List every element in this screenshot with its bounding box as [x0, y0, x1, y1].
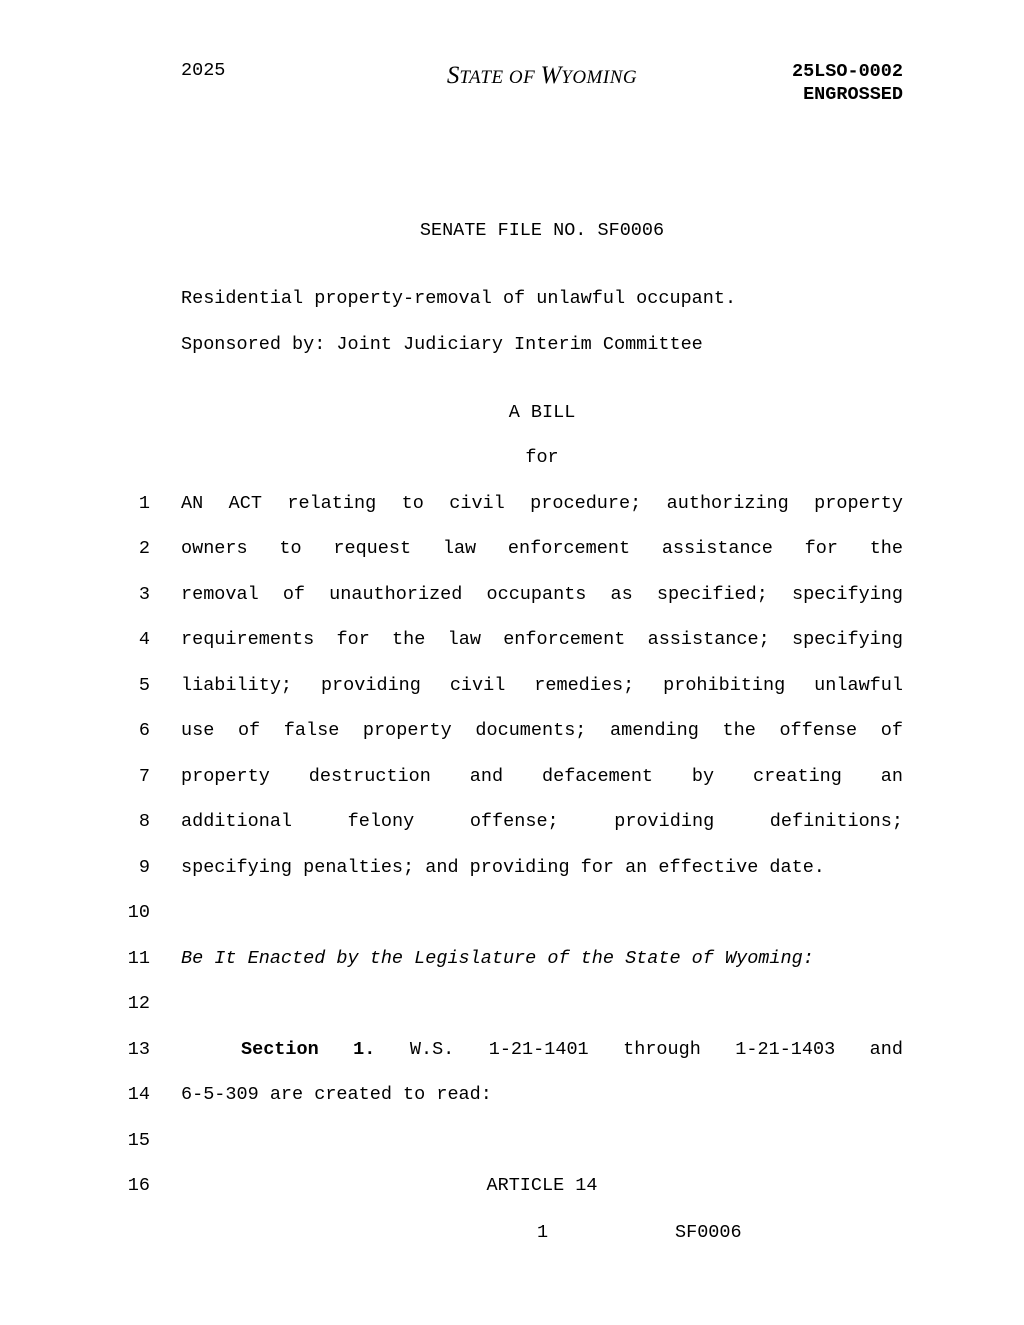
line-text: removal of unauthorized occupants as specified; specifying [181, 584, 903, 605]
line-number: 1 [138, 493, 150, 514]
for-heading: for [525, 447, 559, 468]
bill-line [0, 766, 1024, 790]
session-year: 2025 [181, 60, 226, 81]
line-number: 4 [138, 629, 150, 650]
bill-line [0, 993, 1024, 1017]
line-number: 2 [138, 538, 150, 559]
document-number: 25LSO-0002 [791, 61, 903, 82]
line-text: additional felony offense; providing definitions; [181, 811, 903, 832]
document-id-block [792, 60, 903, 106]
line-number: 6 [138, 720, 150, 741]
section-line [241, 1039, 903, 1060]
bill-line [0, 629, 1024, 653]
line-text: use of false property documents; amending the offense of [181, 720, 903, 741]
senate-file-number: SENATE FILE NO. SF0006 [419, 220, 665, 241]
line-text: requirements for the law enforcement assistance; specifying [181, 629, 903, 650]
state-title-part2: YOMING [561, 67, 638, 88]
bill-line [0, 857, 1024, 881]
bill-line [0, 902, 1024, 926]
line-text: 6-5-309 are created to read: [181, 1084, 492, 1105]
bill-sponsor: Sponsored by: Joint Judiciary Interim Committee [181, 334, 703, 355]
line-text: owners to request law enforcement assistance for the [181, 538, 903, 559]
line-number: 7 [138, 766, 150, 787]
section-label: Section 1. [241, 1039, 376, 1060]
state-title-w: W [540, 62, 562, 89]
bill-line [0, 675, 1024, 699]
bill-line [0, 948, 1024, 972]
line-number: 5 [138, 675, 150, 696]
bill-short-title: Residential property-removal of unlawful occupant. [181, 288, 737, 309]
bill-line [0, 1084, 1024, 1108]
article-heading: ARTICLE 14 [486, 1175, 598, 1196]
line-number: 12 [127, 993, 150, 1014]
a-bill-heading: A BILL [508, 402, 576, 423]
line-text: AN ACT relating to civil procedure; authorizing property [181, 493, 903, 514]
line-number: 16 [127, 1175, 150, 1196]
bill-line [0, 1039, 1024, 1063]
line-number: 13 [127, 1039, 150, 1060]
line-text: W.S. 1-21-1401 through 1-21-1403 and [409, 1039, 903, 1060]
state-title-part1: TATE OF [459, 67, 541, 88]
bill-line [0, 493, 1024, 517]
bill-line [0, 584, 1024, 608]
line-number: 3 [138, 584, 150, 605]
state-title-s: S [446, 62, 460, 89]
line-number: 8 [138, 811, 150, 832]
line-text: specifying penalties; and providing for an effective date. [181, 857, 825, 878]
document-status: ENGROSSED [803, 84, 903, 105]
bill-line [0, 811, 1024, 835]
bill-line [0, 1175, 1024, 1199]
line-number: 11 [127, 948, 150, 969]
bill-line [0, 720, 1024, 744]
line-number: 14 [127, 1084, 150, 1105]
line-number: 9 [138, 857, 150, 878]
bill-line [0, 538, 1024, 562]
line-number: 10 [127, 902, 150, 923]
bill-line [0, 1130, 1024, 1154]
line-number: 15 [127, 1130, 150, 1151]
footer-file-id: SF0006 [675, 1222, 742, 1243]
line-text: property destruction and defacement by creating an [181, 766, 903, 787]
page-number: 1 [537, 1222, 549, 1243]
line-text: liability; providing civil remedies; prohibiting unlawful [181, 675, 903, 696]
enacting-clause: Be It Enacted by the Legislature of the State of Wyoming: [181, 948, 814, 969]
